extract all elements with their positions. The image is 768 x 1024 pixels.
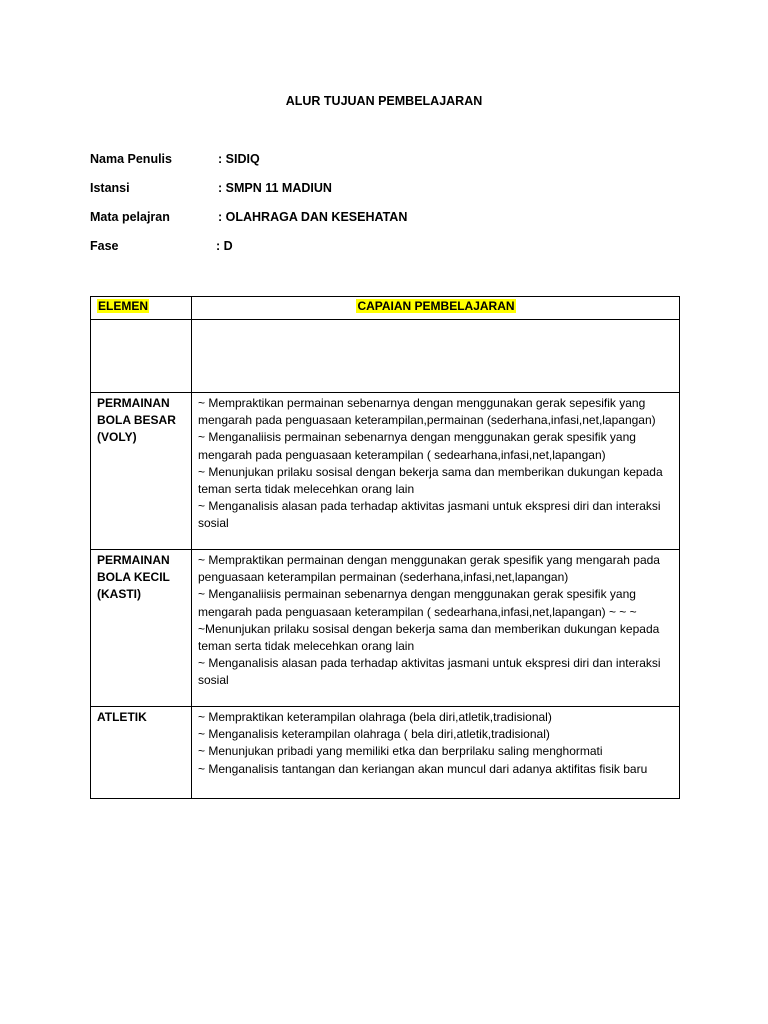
table-row xyxy=(91,550,680,707)
elemen-line: (KASTI) xyxy=(97,587,141,602)
elemen-line: ATLETIK xyxy=(97,710,147,724)
table-cell-empty xyxy=(91,320,192,393)
meta-row-mata-pelajaran xyxy=(90,210,408,224)
meta-row-istansi xyxy=(90,181,332,195)
capaian-line: ~ Mempraktikan keterampilan olahraga (bela diri,atletik,tradisional) xyxy=(198,710,552,724)
capaian-line: mengarah pada penguasaan keterampilan ( sedearhana,infasi,net,lapangan) ~ ~ ~ xyxy=(198,604,637,619)
capaian-cell xyxy=(192,707,680,799)
table-row xyxy=(91,393,680,550)
meta-row-nama-penulis xyxy=(90,152,260,166)
elemen-line: BOLA KECIL xyxy=(97,570,170,585)
elemen-cell xyxy=(91,393,192,550)
meta-label: Istansi xyxy=(90,181,130,195)
capaian-line: sosial xyxy=(198,673,229,688)
meta-value: : OLAHRAGA DAN KESEHATAN xyxy=(218,210,408,224)
elemen-line: BOLA BESAR xyxy=(97,413,176,428)
capaian-line: ~ Menganalisis alasan pada terhadap aktivitas jasmani untuk ekspresi diri dan interaksi xyxy=(198,656,661,671)
capaian-line: sosial xyxy=(198,516,229,531)
meta-label: Fase xyxy=(90,239,119,253)
capaian-line: ~ Menunjukan prilaku sosisal dengan bekerja sama dan memberikan dukungan kepada xyxy=(198,464,663,479)
capaian-cell xyxy=(192,393,680,550)
capaian-line: ~ Menganalisis alasan pada terhadap aktivitas jasmani untuk ekspresi diri dan interaksi xyxy=(198,499,661,514)
capaian-line: ~ Menganaliisis permainan sebenarnya dengan menggunakan gerak spesifik yang xyxy=(198,430,636,445)
capaian-line: ~ Mempraktikan permainan dengan menggunakan gerak spesifik yang mengarah pada xyxy=(198,553,660,567)
learning-objectives-table xyxy=(90,296,680,799)
header-elemen xyxy=(91,297,192,320)
header-capaian-label: CAPAIAN PEMBELAJARAN xyxy=(357,299,515,313)
capaian-line: ~Menunjukan prilaku sosisal dengan bekerja sama dan memberikan dukungan kepada xyxy=(198,621,660,636)
capaian-line: ~ Mempraktikan permainan sebenarnya dengan menggunakan gerak sepesifik yang xyxy=(198,396,646,410)
table-row-empty xyxy=(91,320,680,393)
elemen-cell xyxy=(91,550,192,707)
capaian-cell xyxy=(192,550,680,707)
table-header-row xyxy=(91,297,680,320)
meta-label: Mata pelajran xyxy=(90,210,170,224)
capaian-line: teman serta tidak melecehkan orang lain xyxy=(198,639,415,654)
elemen-line: PERMAINAN xyxy=(97,396,170,410)
header-capaian xyxy=(192,297,680,320)
capaian-line: penguasaan keterampilan permainan (sederhana,infasi,net,lapangan) xyxy=(198,570,569,585)
elemen-line: (VOLY) xyxy=(97,430,137,445)
meta-value: : D xyxy=(216,239,233,253)
capaian-line: ~ Menganalisis keterampilan olahraga ( bela diri,atletik,tradisional) xyxy=(198,727,550,742)
capaian-line: ~ Menunjukan pribadi yang memiliki etka dan berprilaku saling menghormati xyxy=(198,744,603,759)
elemen-cell xyxy=(91,707,192,799)
capaian-line: ~ Menganalisis tantangan dan keriangan akan muncul dari adanya aktifitas fisik baru xyxy=(198,761,648,776)
capaian-line: ~ Menganaliisis permainan sebenarnya dengan menggunakan gerak spesifik yang xyxy=(198,587,636,602)
meta-value: : SIDIQ xyxy=(218,152,260,166)
meta-row-fase xyxy=(90,239,233,253)
meta-label: Nama Penulis xyxy=(90,152,172,166)
table-cell-empty xyxy=(192,320,680,393)
header-elemen-label: ELEMEN xyxy=(98,299,149,313)
capaian-line: mengarah pada penguasaan keterampilan ( sedearhana,infasi,net,lapangan) xyxy=(198,447,606,462)
capaian-line: mengarah pada penguasaan keterampilan,permainan (sederhana,infasi,net,lapangan) xyxy=(198,413,656,428)
document-title: ALUR TUJUAN PEMBELAJARAN xyxy=(285,94,483,108)
table-row xyxy=(91,707,680,799)
meta-value: : SMPN 11 MADIUN xyxy=(218,181,332,195)
elemen-line: PERMAINAN xyxy=(97,553,170,567)
capaian-line: teman serta tidak melecehkan orang lain xyxy=(198,482,415,497)
